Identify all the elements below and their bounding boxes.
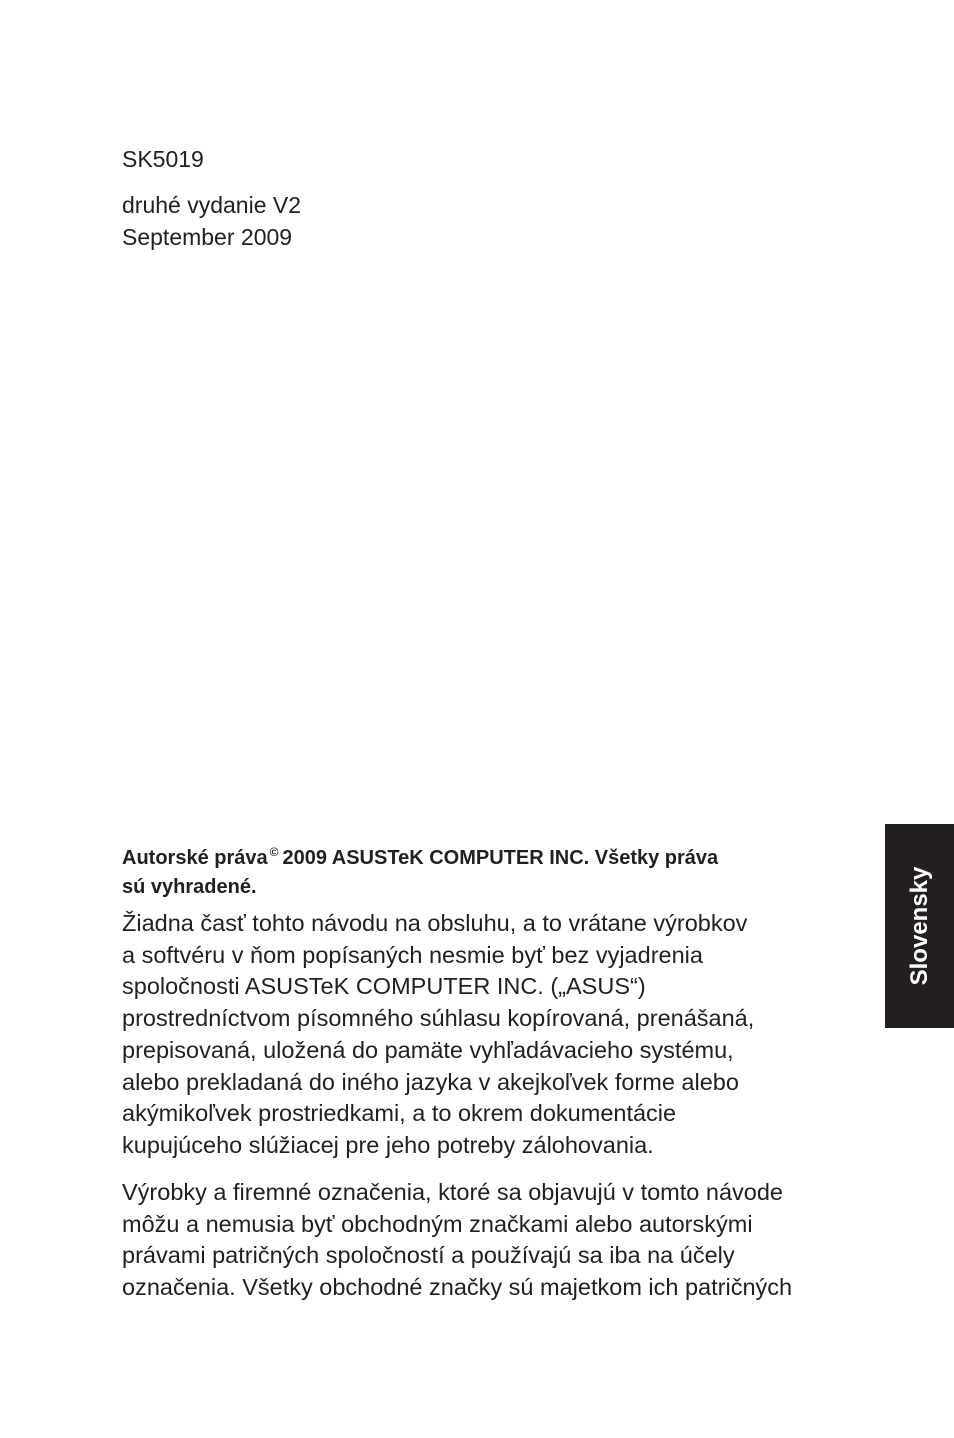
paragraph-line: alebo prekladaná do iného jazyka v akejkoľvek forme alebo bbox=[122, 1068, 739, 1095]
copyright-heading bbox=[122, 838, 842, 902]
copyright-prefix: Autorské práva bbox=[122, 847, 268, 869]
paragraph-line: Žiadna časť tohto návodu na obsluhu, a to vrátane výrobkov bbox=[122, 910, 748, 936]
reproduction-notice-paragraph bbox=[122, 908, 852, 1162]
language-side-tab bbox=[885, 824, 954, 1028]
copyright-symbol: © bbox=[269, 845, 279, 859]
copyright-line-1-rest: 2009 ASUSTeK COMPUTER INC. Všetky práva bbox=[282, 847, 719, 869]
document-code: SK5019 bbox=[122, 146, 204, 172]
edition-info bbox=[122, 189, 301, 253]
paragraph-line: prostredníctvom písomného súhlasu kopírovaná, prenášaná, bbox=[122, 1005, 755, 1032]
copyright-line-2: sú vyhradené. bbox=[122, 876, 257, 898]
paragraph-line: a softvéru v ňom popísaných nesmie byť bez vyjadrenia bbox=[122, 941, 703, 968]
paragraph-line: prepisovaná, uložená do pamäte vyhľadávacieho systému, bbox=[122, 1036, 734, 1063]
edition-label: druhé vydanie V2 bbox=[122, 192, 302, 218]
paragraph-line: akýmikoľvek prostriedkami, a to okrem dokumentácie bbox=[122, 1100, 677, 1127]
copyright-line-1 bbox=[122, 838, 842, 873]
edition-date: September 2009 bbox=[122, 224, 293, 250]
paragraph-line: môžu a nemusia byť obchodným značkami alebo autorskými bbox=[122, 1210, 753, 1237]
paragraph-line: Výrobky a firemné označenia, ktoré sa objavujú v tomto návode bbox=[122, 1179, 783, 1205]
paragraph-line: právami patričných spoločností a používajú sa iba na účely bbox=[122, 1242, 735, 1269]
language-tab-label: Slovensky bbox=[905, 866, 933, 986]
paragraph-line: označenia. Všetky obchodné značky sú majetkom ich patričných bbox=[122, 1274, 793, 1301]
trademark-notice-paragraph bbox=[122, 1177, 852, 1304]
paragraph-line: kupujúceho slúžiacej pre jeho potreby zálohovania. bbox=[122, 1131, 654, 1158]
paragraph-line: spoločnosti ASUSTeK COMPUTER INC. („ASUS“) bbox=[122, 973, 646, 1000]
